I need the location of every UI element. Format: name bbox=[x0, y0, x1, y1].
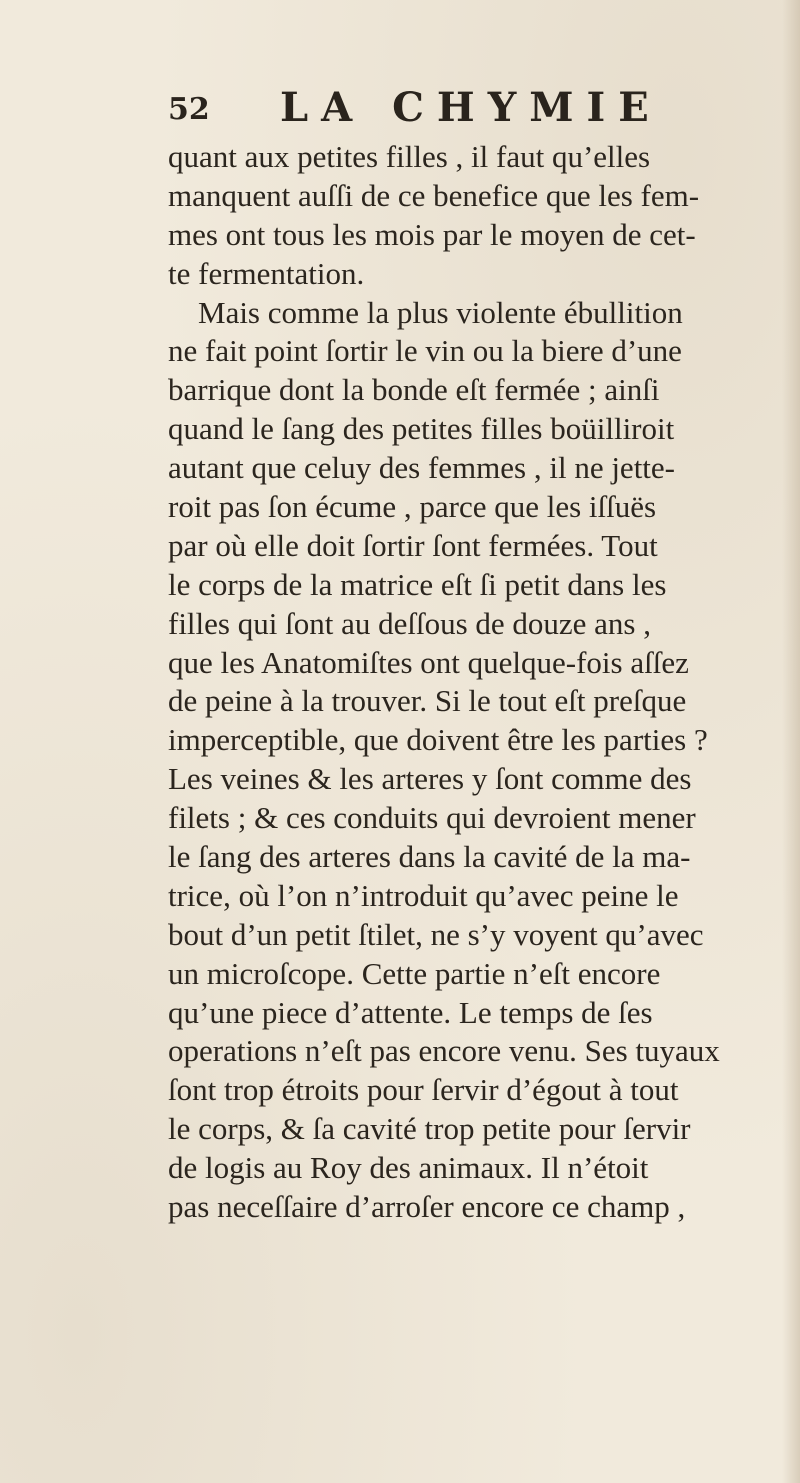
text-line: qu’une piece d’attente. Le temps de ſes bbox=[168, 994, 653, 1030]
text-line: pas neceſſaire d’arroſer encore ce champ , bbox=[168, 1189, 686, 1225]
text-line: barrique dont la bonde eſt fermée ; ainſi bbox=[168, 372, 660, 408]
text-line: mes ont tous les mois par le moyen de cet- bbox=[168, 216, 696, 252]
text-line: ne fait point ſortir le vin ou la biere d’une bbox=[168, 333, 682, 369]
text-line: manquent auſſi de ce benefice que les fem- bbox=[168, 177, 700, 213]
text-line: un microſcope. Cette partie n’eſt encore bbox=[168, 955, 661, 991]
text-line: le corps, & ſa cavité trop petite pour ſervir bbox=[168, 1111, 691, 1147]
page-header bbox=[168, 84, 688, 140]
text-line: te fermentation. bbox=[168, 255, 365, 291]
text-line: de logis au Roy des animaux. Il n’étoit bbox=[168, 1150, 649, 1186]
text-line: par où elle doit ſortir ſont fermées. Tout bbox=[168, 527, 658, 563]
text-line: filets ; & ces conduits qui devroient mener bbox=[168, 800, 696, 836]
text-line: le ſang des arteres dans la cavité de la ma- bbox=[168, 839, 691, 875]
text-line: imperceptible, que doivent être les parties ? bbox=[168, 722, 708, 758]
text-line: roit pas ſon écume , parce que les iſſuës bbox=[168, 489, 657, 525]
page-edge-shadow bbox=[782, 0, 800, 1483]
body-text bbox=[168, 138, 758, 1227]
text-line: trice, où l’on n’introduit qu’avec peine le bbox=[168, 877, 679, 913]
text-line: filles qui ſont au deſſous de douze ans , bbox=[168, 605, 651, 641]
text-line: quant aux petites filles , il faut qu’elles bbox=[168, 139, 651, 174]
page-number: 52 bbox=[168, 92, 210, 127]
text-line: bout d’un petit ſtilet, ne s’y voyent qu’avec bbox=[168, 916, 704, 952]
text-line: le corps de la matrice eſt ſi petit dans les bbox=[168, 566, 667, 602]
text-line: quand le ſang des petites filles boüilliroit bbox=[168, 411, 675, 447]
text-line: ſont trop étroits pour ſervir d’égout à tout bbox=[168, 1072, 679, 1108]
paragraph-start-line: Mais comme la plus violente ébullition bbox=[198, 294, 683, 330]
text-line: autant que celuy des femmes , il ne jette- bbox=[168, 450, 676, 486]
text-line: Les veines & les arteres y ſont comme des bbox=[168, 761, 692, 797]
text-line: que les Anatomiſtes ont quelque-fois aſſez bbox=[168, 644, 689, 680]
text-line: operations n’eſt pas encore venu. Ses tuyaux bbox=[168, 1033, 720, 1069]
running-head: LA CHYMIE bbox=[280, 84, 662, 131]
text-line: de peine à la trouver. Si le tout eſt preſque bbox=[168, 683, 687, 719]
